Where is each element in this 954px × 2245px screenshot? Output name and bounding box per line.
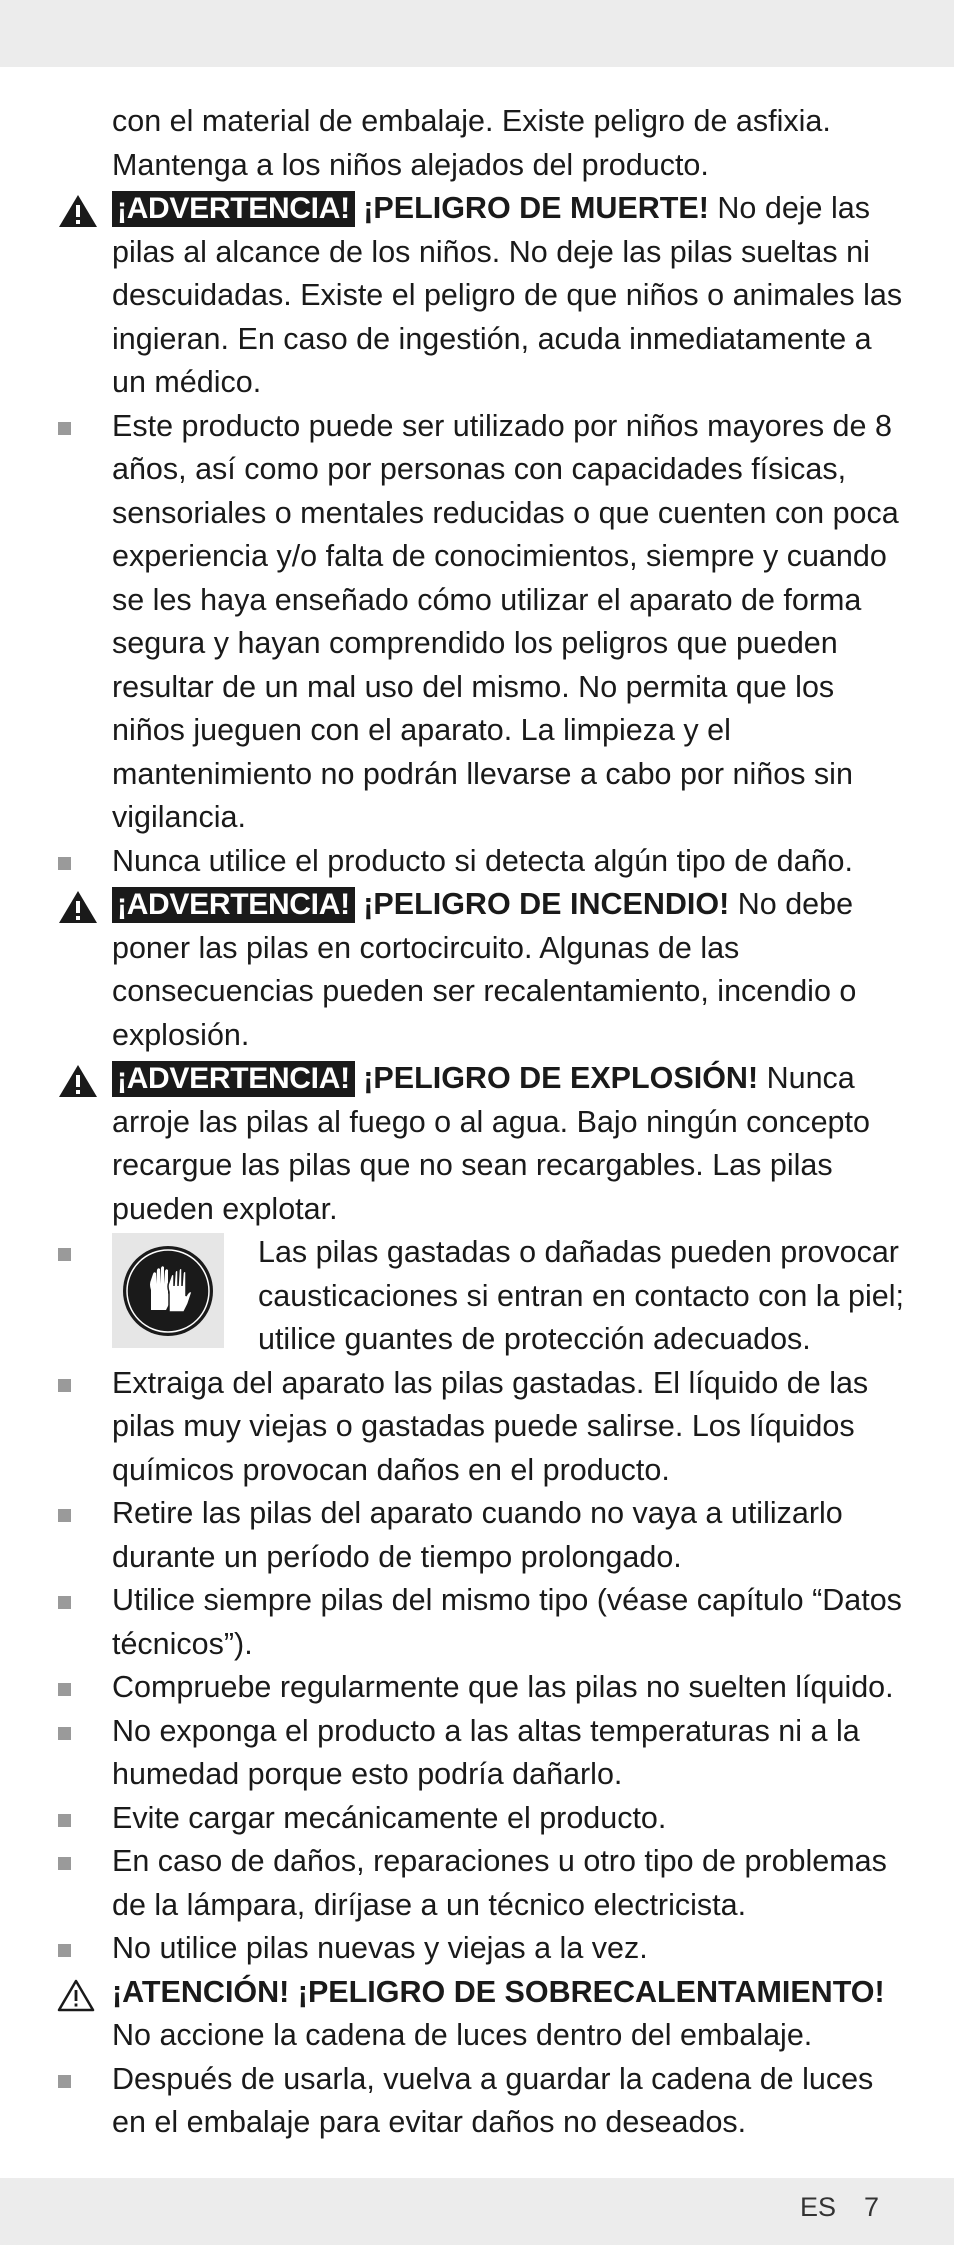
square-bullet-icon — [58, 1509, 71, 1522]
list-item-text: Este producto puede ser utilizado por niños mayores de 8 años, así como por personas con capacidades físicas, sensoriales o mentales reducidas o que cuenten con poca experiencia y/o falta de conocimientos, siempre y cuando se les haya enseñado cómo utilizar el aparato de forma segura y hayan comprendido los peligros que pueden resultar de un mal uso del mismo. No permita que los niños jueguen con el aparato. La limpieza y el mantenimiento no podrán llevarse a cabo por niños sin vigilancia. — [112, 408, 899, 834]
caution-text: No accione la cadena de luces dentro del embalaje. — [112, 2018, 813, 2052]
warning-text: Nunca arroje las pilas al fuego o al agua. Bajo ningún concepto recargue las pilas que no sean recargables. Las pilas pueden explotar. — [112, 1061, 870, 1226]
list-item — [0, 1579, 954, 1666]
list-item — [0, 840, 954, 884]
list-item — [0, 1492, 954, 1579]
warning-triangle-icon — [58, 1064, 98, 1098]
warning-triangle-icon — [58, 890, 98, 924]
safety-instructions — [0, 100, 954, 2145]
caution-title: ¡ATENCIÓN! ¡PELIGRO DE SOBRECALENTAMIENTO! — [112, 1974, 885, 2009]
square-bullet-icon — [58, 2075, 71, 2088]
warning-fire — [0, 883, 954, 1057]
caution-overheating — [0, 1971, 954, 2058]
square-bullet-icon — [58, 857, 71, 870]
square-bullet-icon — [58, 1944, 71, 1957]
square-bullet-icon — [58, 1814, 71, 1827]
warning-explosion — [0, 1057, 954, 1231]
list-item-text: Evite cargar mecánicamente el producto. — [112, 1800, 667, 1835]
warning-text: No debe poner las pilas en cortocircuito. Algunas de las consecuencias pueden ser recalentamiento, incendio o explosión. — [112, 887, 857, 1052]
square-bullet-icon — [58, 422, 71, 435]
continuation-text: con el material de embalaje. Existe peligro de asfixia. Mantenga a los niños alejados del producto. — [112, 104, 831, 182]
warning-badge: ¡ADVERTENCIA! — [112, 887, 355, 923]
list-item-text: Después de usarla, vuelva a guardar la cadena de luces en el embalaje para evitar daños no deseados. — [112, 2061, 874, 2139]
square-bullet-icon — [58, 1248, 71, 1261]
header-band — [0, 0, 954, 67]
list-item — [0, 1362, 954, 1493]
list-item — [0, 1797, 954, 1841]
hazard-title: ¡PELIGRO DE EXPLOSIÓN! — [363, 1061, 759, 1095]
list-item-text: Retire las pilas del aparato cuando no vaya a utilizarlo durante un período de tiempo prolongado. — [112, 1496, 843, 1574]
hazard-title: ¡PELIGRO DE INCENDIO! — [363, 887, 730, 921]
list-item — [0, 405, 954, 840]
square-bullet-icon — [58, 1857, 71, 1870]
list-item — [0, 1927, 954, 1971]
hazard-title: ¡PELIGRO DE MUERTE! — [363, 191, 709, 225]
list-item — [0, 1710, 954, 1797]
square-bullet-icon — [58, 1727, 71, 1740]
page-number: 7 — [864, 2192, 880, 2222]
warning-badge: ¡ADVERTENCIA! — [112, 191, 355, 227]
square-bullet-icon — [58, 1379, 71, 1392]
warning-badge: ¡ADVERTENCIA! — [112, 1061, 355, 1097]
gloves-text: Las pilas gastadas o dañadas pueden provocar causticaciones si entran en contacto con la piel; utilice guantes de protección adecuados. — [258, 1235, 904, 1356]
list-item-text: No exponga el producto a las altas temperaturas ni a la humedad porque esto podría dañarlo. — [112, 1713, 860, 1791]
square-bullet-icon — [58, 1596, 71, 1609]
list-item-gloves — [0, 1231, 954, 1362]
list-item-text: En caso de daños, reparaciones u otro tipo de problemas de la lámpara, diríjase a un técnico electricista. — [112, 1844, 887, 1922]
list-item — [0, 1840, 954, 1927]
continuation-paragraph — [0, 100, 954, 187]
list-item-text: Extraiga del aparato las pilas gastadas. El líquido de las pilas muy viejas o gastadas puede salirse. Los líquidos químicos provocan daños en el producto. — [112, 1365, 869, 1487]
list-item — [0, 2058, 954, 2145]
list-item-text: Nunca utilice el producto si detecta algún tipo de daño. — [112, 843, 853, 878]
footer-language: ES — [800, 2192, 837, 2222]
list-item-text: Utilice siempre pilas del mismo tipo (véase capítulo “Datos técnicos”). — [112, 1583, 902, 1661]
gloves-row — [112, 1231, 908, 1362]
warning-triangle-icon — [58, 194, 98, 228]
caution-triangle-outline-icon — [56, 1978, 96, 2012]
list-item-text: Compruebe regularmente que las pilas no suelten líquido. — [112, 1670, 894, 1704]
list-item-text: No utilice pilas nuevas y viejas a la vez. — [112, 1931, 648, 1965]
warning-text: No deje las pilas al alcance de los niños. No deje las pilas sueltas ni descuidadas. Existe el peligro de que niños o animales las ingieran. En caso de ingestión, acuda inmediatamente a un médico. — [112, 191, 903, 399]
list-item — [0, 1666, 954, 1710]
protective-gloves-icon — [112, 1233, 224, 1348]
warning-death — [0, 187, 954, 405]
square-bullet-icon — [58, 1683, 71, 1696]
